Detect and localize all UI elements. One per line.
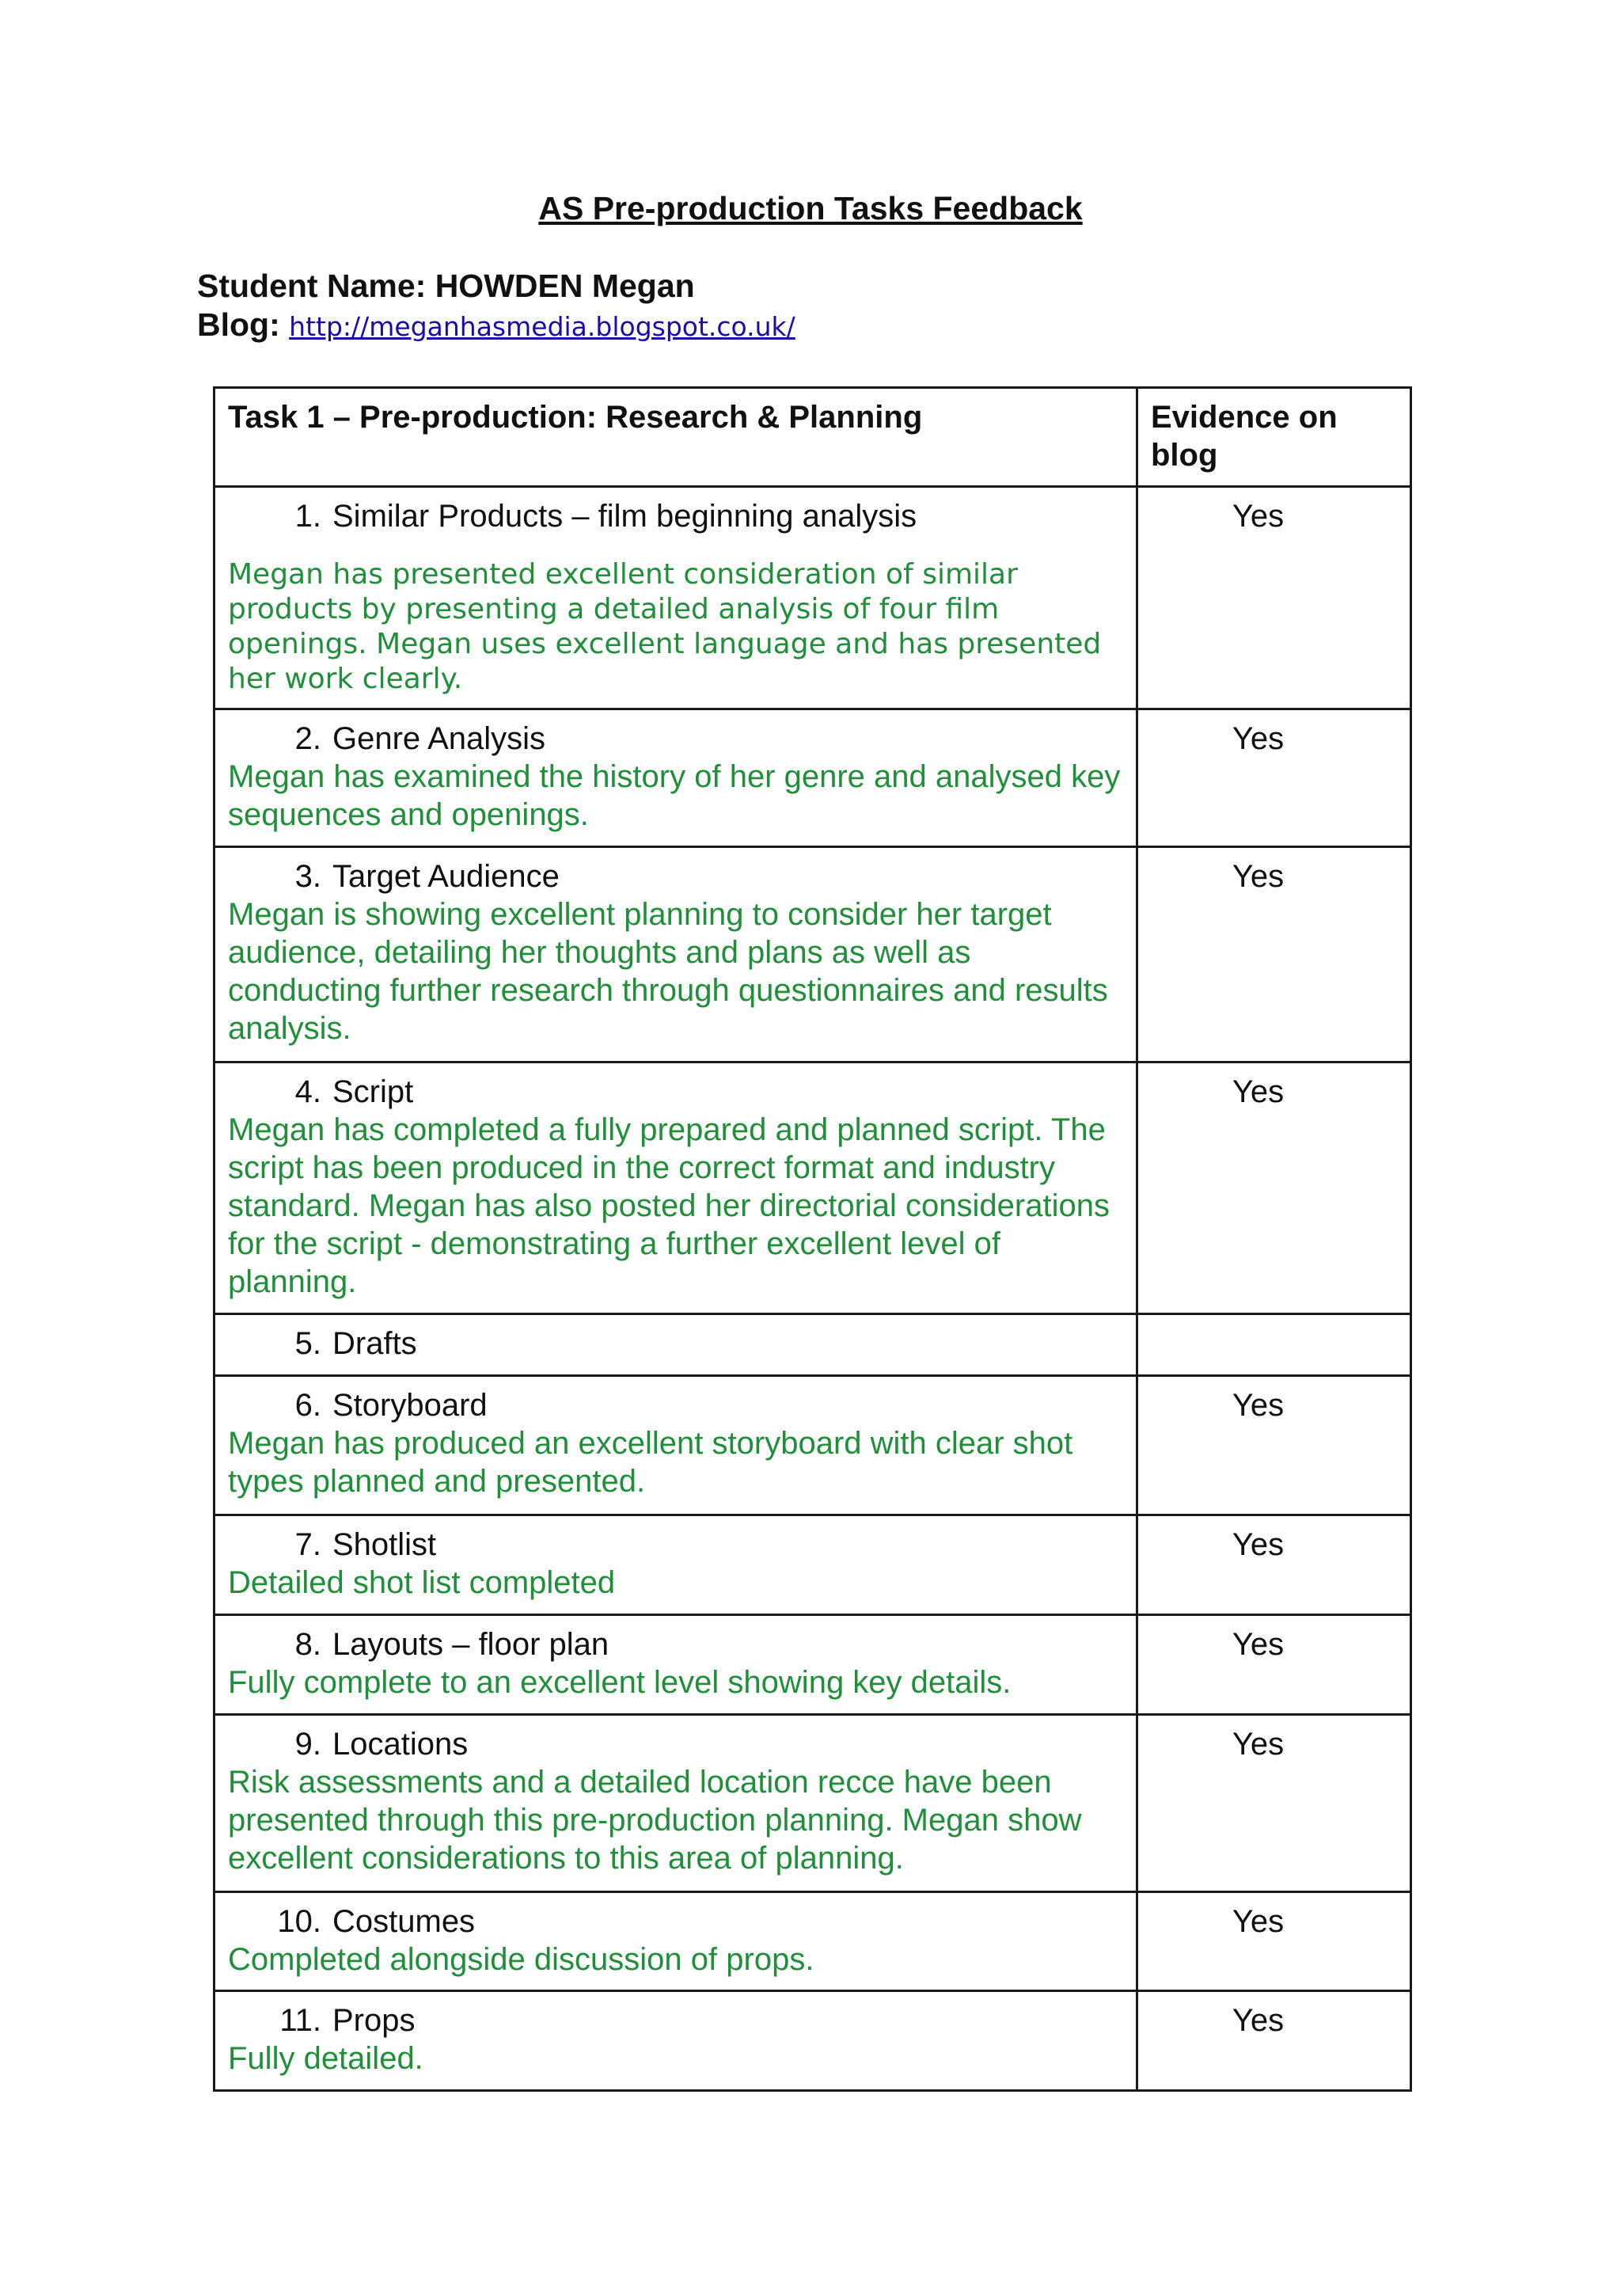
table-row bbox=[214, 1314, 1411, 1376]
task-feedback: Completed alongside discussion of props. bbox=[228, 1942, 814, 1977]
task-feedback: Fully detailed. bbox=[228, 2041, 423, 2076]
task-feedback: Megan has examined the history of her genre and analysed key sequences and openings. bbox=[228, 759, 1121, 832]
evidence-cell: Yes bbox=[1137, 1892, 1411, 1991]
evidence-cell: Yes bbox=[1137, 1615, 1411, 1715]
evidence-cell: Yes bbox=[1137, 1376, 1411, 1515]
task-title: 3. Target Audience bbox=[294, 859, 560, 894]
blog-line bbox=[197, 306, 795, 344]
task-feedback: Megan is showing excellent planning to consider her target audience, detailing her thoughts and plans as well as conducting further research through questionnaires and results analysis. bbox=[228, 897, 1108, 1046]
evidence-cell bbox=[1137, 1314, 1411, 1376]
table-row bbox=[214, 1991, 1411, 2091]
task-feedback: Risk assessments and a detailed location recce have been presented through this pre-production planning. Megan show excellent considerations to this area of planning. bbox=[228, 1765, 1082, 1876]
table-row bbox=[214, 1376, 1411, 1515]
table-row bbox=[214, 847, 1411, 1062]
table-row bbox=[214, 1062, 1411, 1314]
document-title: AS Pre-production Tasks Feedback bbox=[538, 190, 1083, 226]
evidence-cell: Yes bbox=[1137, 1515, 1411, 1615]
table-row bbox=[214, 487, 1411, 709]
task-title: 8. Layouts – floor plan bbox=[294, 1627, 609, 1662]
task-title: 4. Script bbox=[294, 1074, 414, 1109]
blog-label: Blog: bbox=[197, 306, 280, 343]
task-feedback: Megan has completed a fully prepared and planned script. The script has been produced in the correct format and industry standard. Megan has also posted her directorial considerations for the script - demonstrating a further excellent level of planning. bbox=[228, 1112, 1110, 1299]
task-title: 6. Storyboard bbox=[294, 1388, 488, 1423]
evidence-cell: Yes bbox=[1137, 487, 1411, 709]
task-feedback: Detailed shot list completed bbox=[228, 1565, 616, 1600]
feedback-table bbox=[213, 386, 1412, 2092]
task-title: 1. Similar Products – film beginning analysis bbox=[294, 499, 917, 534]
table-row bbox=[214, 1892, 1411, 1991]
task-title: 2. Genre Analysis bbox=[294, 721, 546, 756]
evidence-cell: Yes bbox=[1137, 709, 1411, 847]
task-feedback: Fully complete to an excellent level showing key details. bbox=[228, 1665, 1012, 1700]
table-row bbox=[214, 1515, 1411, 1615]
evidence-cell: Yes bbox=[1137, 1715, 1411, 1892]
table-row bbox=[214, 709, 1411, 847]
task-feedback: Megan has produced an excellent storyboard with clear shot types planned and presented. bbox=[228, 1426, 1073, 1499]
task-title: 11. Props bbox=[279, 2003, 416, 2038]
task-title: 9. Locations bbox=[294, 1727, 469, 1762]
task-title: 10. Costumes bbox=[277, 1904, 476, 1939]
evidence-cell: Yes bbox=[1137, 1062, 1411, 1314]
task-title: 5. Drafts bbox=[294, 1326, 417, 1361]
student-name: Student Name: HOWDEN Megan bbox=[197, 268, 695, 304]
evidence-cell: Yes bbox=[1137, 1991, 1411, 2091]
table-row bbox=[214, 1615, 1411, 1715]
task-title: 7. Shotlist bbox=[294, 1527, 437, 1562]
task-feedback: Megan has presented excellent consideration of similar products by presenting a detailed analysis of four film openings. Megan uses excellent language and has presented her work clearly. bbox=[228, 558, 1102, 695]
table-header-row bbox=[214, 388, 1411, 487]
evidence-header: Evidence on blog bbox=[1137, 388, 1411, 487]
table-row bbox=[214, 1715, 1411, 1892]
blog-link[interactable]: http://meganhasmedia.blogspot.co.uk/ bbox=[289, 311, 795, 342]
task-header: Task 1 – Pre-production: Research & Planning bbox=[214, 388, 1137, 487]
evidence-cell: Yes bbox=[1137, 847, 1411, 1062]
